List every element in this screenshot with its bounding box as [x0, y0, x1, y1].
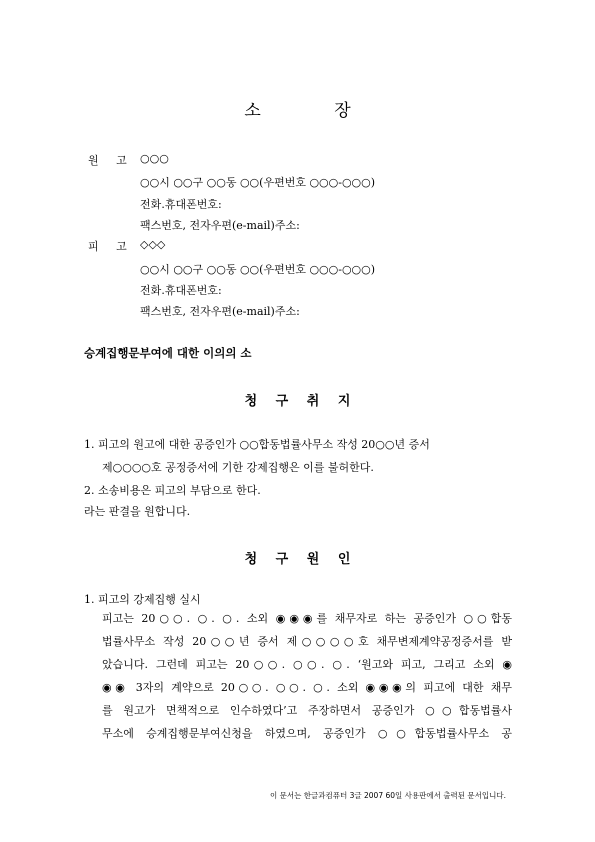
cause-line: 무소에 승계집행문부여신청을 하였으며, 공증인가 ○○합동법률사무소 공	[102, 727, 512, 740]
defendant-phone: 전화․휴대폰번호:	[140, 284, 222, 297]
defendant-address: ○○시 ○○구 ○○동 ○○(우편번호 ○○○-○○○)	[140, 263, 376, 276]
cause-heading: 청 구 원 인	[244, 552, 351, 567]
plaintiff-address: ○○시 ○○구 ○○동 ○○(우편번호 ○○○-○○○)	[140, 176, 376, 189]
case-name: 승계집행문부여에 대한 이의의 소	[84, 346, 252, 360]
claim-line-3: 2. 소송비용은 피고의 부담으로 한다.	[84, 484, 261, 497]
document-title: 소 장	[244, 101, 351, 121]
plaintiff-fax-email: 팩스번호, 전자우편(e-mail)주소:	[140, 219, 300, 232]
claim-line-1: 1. 피고의 원고에 대한 공증인가 ○○합동법률사무소 작성 20○○년 증서	[84, 438, 430, 451]
cause-line: 피고는 20○○. ○. ○. 소외 ◉◉◉를 채무자로 하는 공증인가 ○○합동	[102, 612, 512, 625]
defendant-fax-email: 팩스번호, 전자우편(e-mail)주소:	[140, 305, 300, 318]
cause-subheading: 1. 피고의 강제집행 실시	[84, 593, 201, 606]
claim-line-4: 라는 판결을 원합니다.	[84, 505, 191, 518]
cause-line: 를 원고가 면책적으로 인수하였다’고 주장하면서 공증인가 ○○합동법률사	[102, 704, 512, 717]
plaintiff-phone: 전화․휴대폰번호:	[140, 198, 222, 211]
cause-line: ◉◉ 3자의 계약으로 20○○. ○○. ○. 소외 ◉◉◉의 피고에 대한 채무	[102, 681, 512, 694]
cause-paragraph	[102, 607, 512, 745]
defendant-label: 피 고	[88, 240, 127, 253]
claim-heading: 청 구 취 지	[244, 394, 351, 409]
cause-line: 법률사무소 작성 20○○년 증서 제○○○○호 채무변제계약공정증서를 받	[102, 635, 512, 648]
plaintiff-label: 원 고	[88, 154, 127, 167]
claim-line-2: 제○○○○호 공정증서에 기한 강제집행은 이를 불허한다.	[102, 461, 374, 474]
plaintiff-name: ○○○	[140, 152, 169, 165]
cause-line: 았습니다. 그런데 피고는 20○○. ○○. ○. ‘원고와 피고, 그리고 소외 ◉	[102, 658, 512, 671]
footer-note: 이 문서는 한글과컴퓨터 3글 2007 60일 사용판에서 출력된 문서입니다.	[270, 791, 506, 800]
defendant-name: ◇◇◇	[140, 238, 166, 251]
